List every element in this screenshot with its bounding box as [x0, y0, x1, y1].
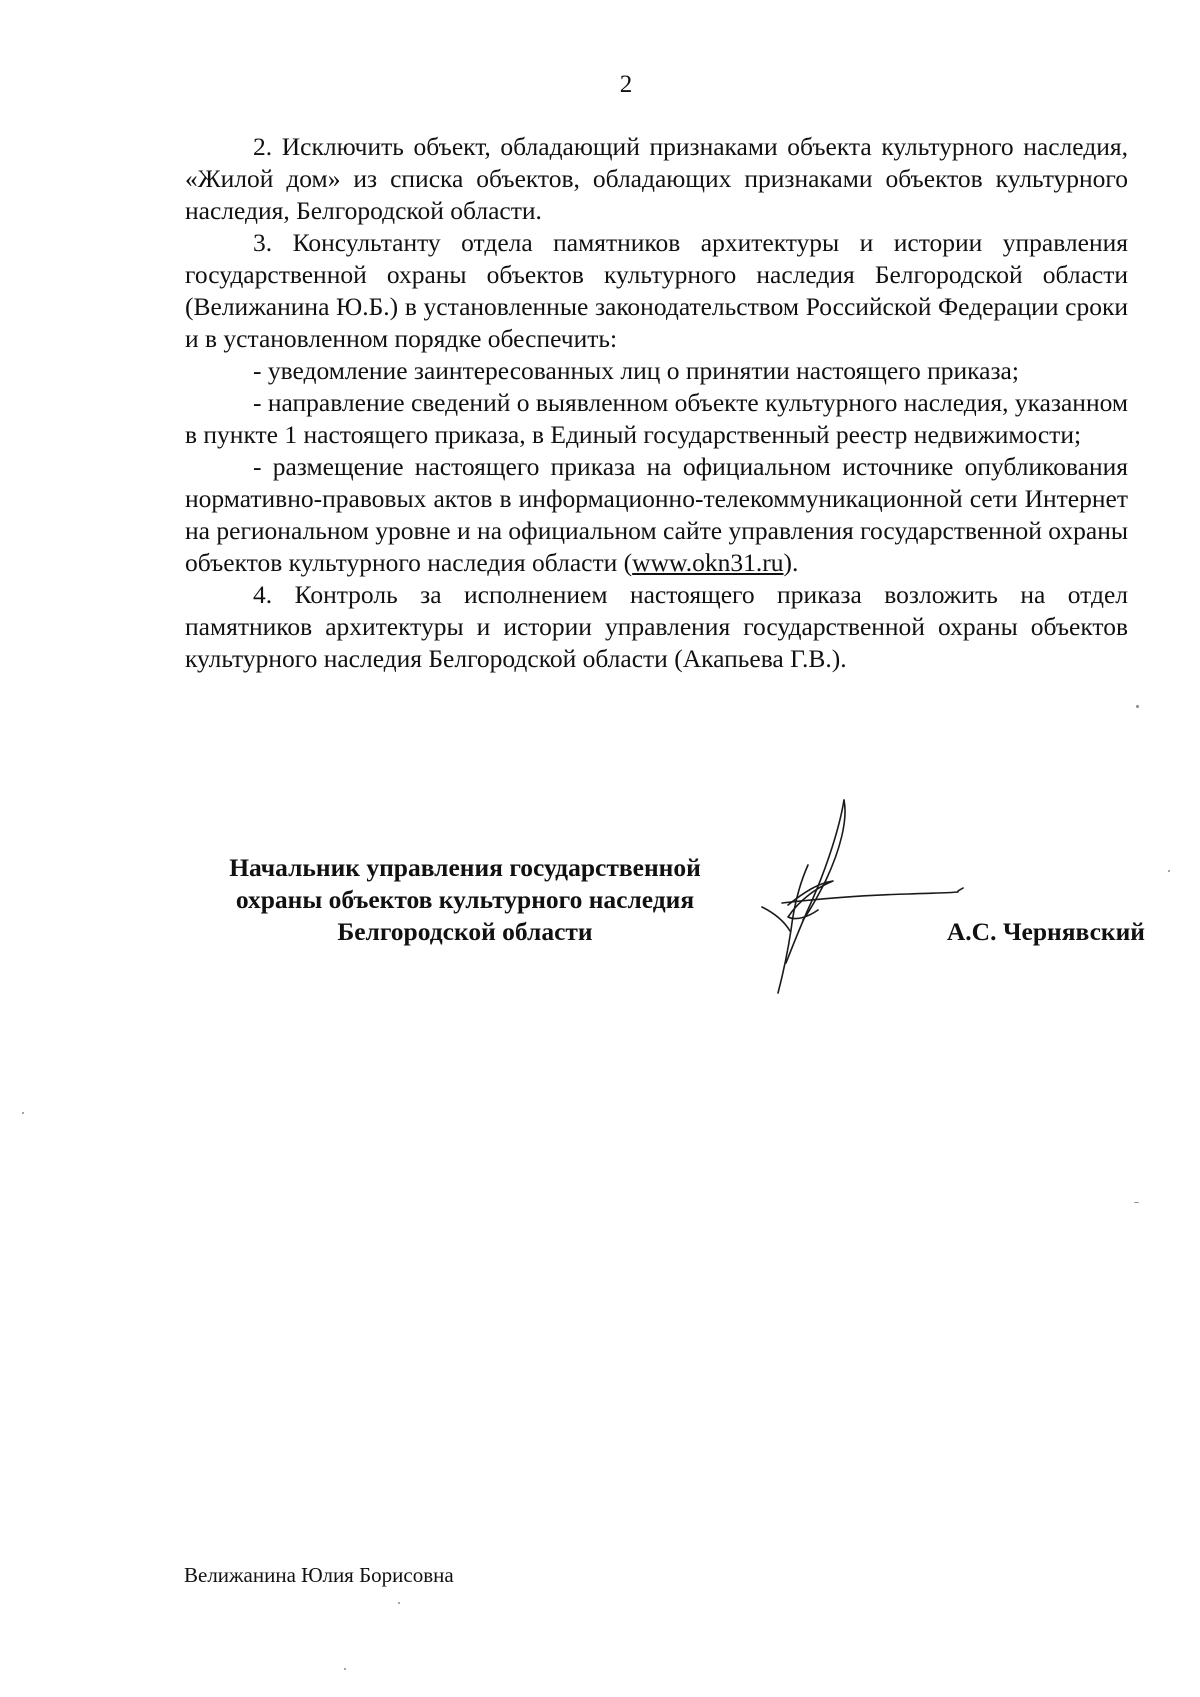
- signatory-title-line: охраны объектов культурного наследия: [235, 885, 695, 914]
- paragraph-3-consultant-duties: 3. Консультанту отдела памятников архитектуры и истории управления государственной охраны объектов культурного наследия Белгородской области (Велижанина Ю.Б.) в установленные законодательством Российской Федерации сроки и в установленном порядке обеспечить:: [185, 228, 1128, 353]
- bullet-notify-parties: - уведомление заинтересованных лиц о принятии настоящего приказа;: [253, 356, 1019, 385]
- bullet-publish-order: [185, 451, 1128, 579]
- page-number: 2: [619, 71, 633, 98]
- website-link[interactable]: www.okn31.ru: [632, 548, 784, 577]
- scan-speck: [22, 1112, 24, 1114]
- paragraph-4-control: 4. Контроль за исполнением настоящего приказа возложить на отдел памятников архитектуры и истории управления государственной охраны объектов культурного наследия Белгородской области (Акапьева Г.В.).: [185, 580, 1128, 673]
- paragraph-2-exclude-object: 2. Исключить объект, обладающий признаками объекта культурного наследия, «Жилой дом» из списка объектов, обладающих признаками объектов культурного наследия, Белгородской области.: [185, 132, 1128, 225]
- publish-text: - размещение настоящего приказа на официальном источнике опубликования нормативно-правовых актов в информационно-телекоммуникационной сети Интернет на региональном уровне и на официальном сайте управления государственной охраны объектов культурного наследия области: [185, 452, 1128, 577]
- website-close: ).: [783, 548, 799, 577]
- scan-speck: [344, 1668, 346, 1670]
- handwritten-signature: [748, 795, 978, 995]
- signatory-title-line: Начальник управления государственной: [229, 853, 701, 882]
- order-body: [185, 131, 1128, 675]
- website-open: (: [617, 548, 633, 577]
- signatory-name: А.С. Чернявский: [946, 917, 1145, 946]
- scan-speck: [398, 1602, 400, 1604]
- scan-speck: [1168, 870, 1170, 872]
- scan-speck: [1136, 705, 1139, 708]
- executor-name: Велижанина Юлия Борисовна: [184, 1563, 454, 1587]
- bullet-send-to-registry: - направление сведений о выявленном объекте культурного наследия, указанном в пункте 1 настоящего приказа, в Единый государственный реестр недвижимости;: [185, 388, 1129, 449]
- signatory-title: [185, 852, 745, 948]
- signatory-title-line: Белгородской области: [337, 917, 593, 946]
- scan-speck: [1134, 1202, 1139, 1203]
